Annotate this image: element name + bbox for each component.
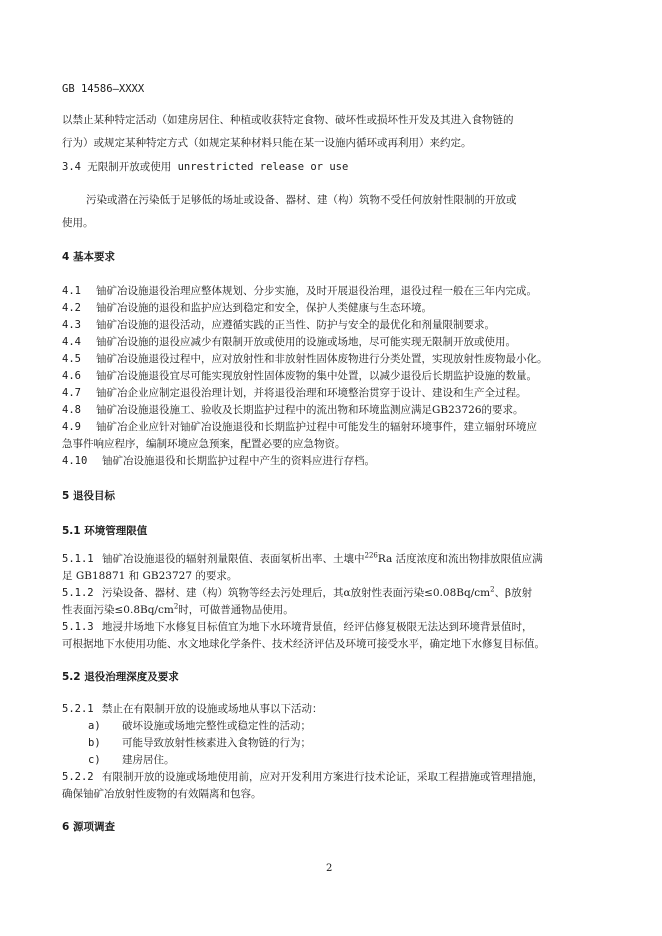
section-6-heading: 6 源项调查: [62, 821, 115, 833]
clause-5-1-3-line-2: 可根据地下水使用功能、水文地球化学条件、技术经济评估及环境可接受水平，确定地下水修复目标值。: [62, 638, 545, 650]
clause-5-1-1: 5.1.1 铀矿冶设施退役的辐射剂量限值、表面氡析出率、土壤中$^{226}$Ra 活度浓度和流出物排放限值应满: [62, 551, 543, 565]
list-item: 4.8 铀矿冶设施退役施工、验收及长期监护过程中的流出物和环境监测应满足GB23726的要求。: [62, 404, 524, 416]
list-item: 4.2 铀矿冶设施的退役和监护应达到稳定和安全，保护人类健康与生态环境。: [62, 302, 432, 314]
clause-5-2-2-line-2: 确保铀矿冶放射性废物的有效隔离和包容。: [62, 788, 262, 800]
list-item: c) 建房居住。: [88, 754, 175, 766]
section-4-heading: 4 基本要求: [62, 251, 115, 263]
list-item: b) 可能导致放射性核素进入食物链的行为；: [88, 737, 311, 749]
clause-5-1-2-line-2: 性表面污染$\le 0.8Bq/cm^2$时，可做普通物品使用。: [62, 602, 294, 616]
list-item: 4.3 铀矿冶设施的退役活动，应遵循实践的正当性、防护与安全的最优化和剂量限制要求。: [62, 319, 495, 331]
intro-line-2: 行为）或规定某种特定方式（如规定某种材料只能在某一设施内循环或再利用）来约定。: [62, 137, 472, 149]
page-number: 2: [326, 863, 333, 874]
list-item: 4.5 铀矿冶设施退役过程中，应对放射性和非放射性固体废物进行分类处置，实现放射性废物最小化。: [62, 353, 548, 365]
section-3-4-line-2: 使用。: [62, 217, 94, 229]
list-item: 4.1 铀矿冶设施退役治理应整体规划、分步实施，及时开展退役治理，退役过程一般在三年内完成。: [62, 285, 537, 297]
list-item: a) 破坏设施或场地完整性或稳定性的活动；: [88, 720, 311, 732]
clause-5-1-3: 5.1.3 地浸井场地下水修复目标值宜为地下水环境背景值，经评估修复极限无法达到环境背景值时，: [62, 621, 533, 633]
intro-line-1: 以禁止某种特定活动（如建房居住、种植或收获特定食物、破坏性或损坏性开发及其进入食物链的: [62, 114, 514, 126]
list-item: 4.10 铀矿冶设施退役和长期监护过程中产生的资料应进行存档。: [62, 455, 375, 467]
clause-5-2-1: 5.2.1 禁止在有限制开放的设施或场地从事以下活动：: [62, 703, 323, 715]
clause-5-2-2: 5.2.2 有限制开放的设施或场地使用前，应对开发利用方案进行技术论证，采取工程措施或管理措施，: [62, 771, 543, 783]
list-item: 4.6 铀矿冶设施退役宜尽可能实现放射性固体废物的集中处置，以减少退役后长期监护设施的数量。: [62, 370, 537, 382]
section-3-4-line-1: 污染或潜在污染低于足够低的场址或设备、器材、建（构）筑物不受任何放射性限制的开放或: [86, 194, 517, 206]
list-item: 4.7 铀矿冶企业应制定退役治理计划，并将退役治理和环境整治贯穿于设计、建设和生产全过程。: [62, 387, 527, 399]
doc-id-header: GB 14586—XXXX: [62, 83, 145, 95]
clause-5-1-2: 5.1.2 污染设备、器材、建（构）筑物等经去污处理后，其α放射性表面污染$\le 0.08Bq/cm^2$、β放射: [62, 585, 533, 599]
list-item-continuation: 急事件响应程序，编制环境应急预案，配置必要的应急物资。: [62, 438, 346, 450]
section-5-2-heading: 5.2 退役治理深度及要求: [62, 671, 179, 683]
list-item: 4.4 铀矿冶设施的退役应减少有限制开放或使用的设施或场地，尽可能实现无限制开放或使用。: [62, 336, 516, 348]
section-3-4-heading: 3.4 无限制开放或使用 unrestricted release or use: [62, 161, 349, 173]
section-5-heading: 5 退役目标: [62, 490, 115, 502]
section-5-1-heading: 5.1 环境管理限值: [62, 525, 148, 537]
clause-5-1-1-line-2: 足 GB18871 和 GB23727 的要求。: [62, 570, 238, 582]
list-item: 4.9 铀矿冶企业应针对铀矿冶设施退役和长期监护过程中可能发生的辐射环境事件，建立辐射环境应: [62, 421, 537, 433]
